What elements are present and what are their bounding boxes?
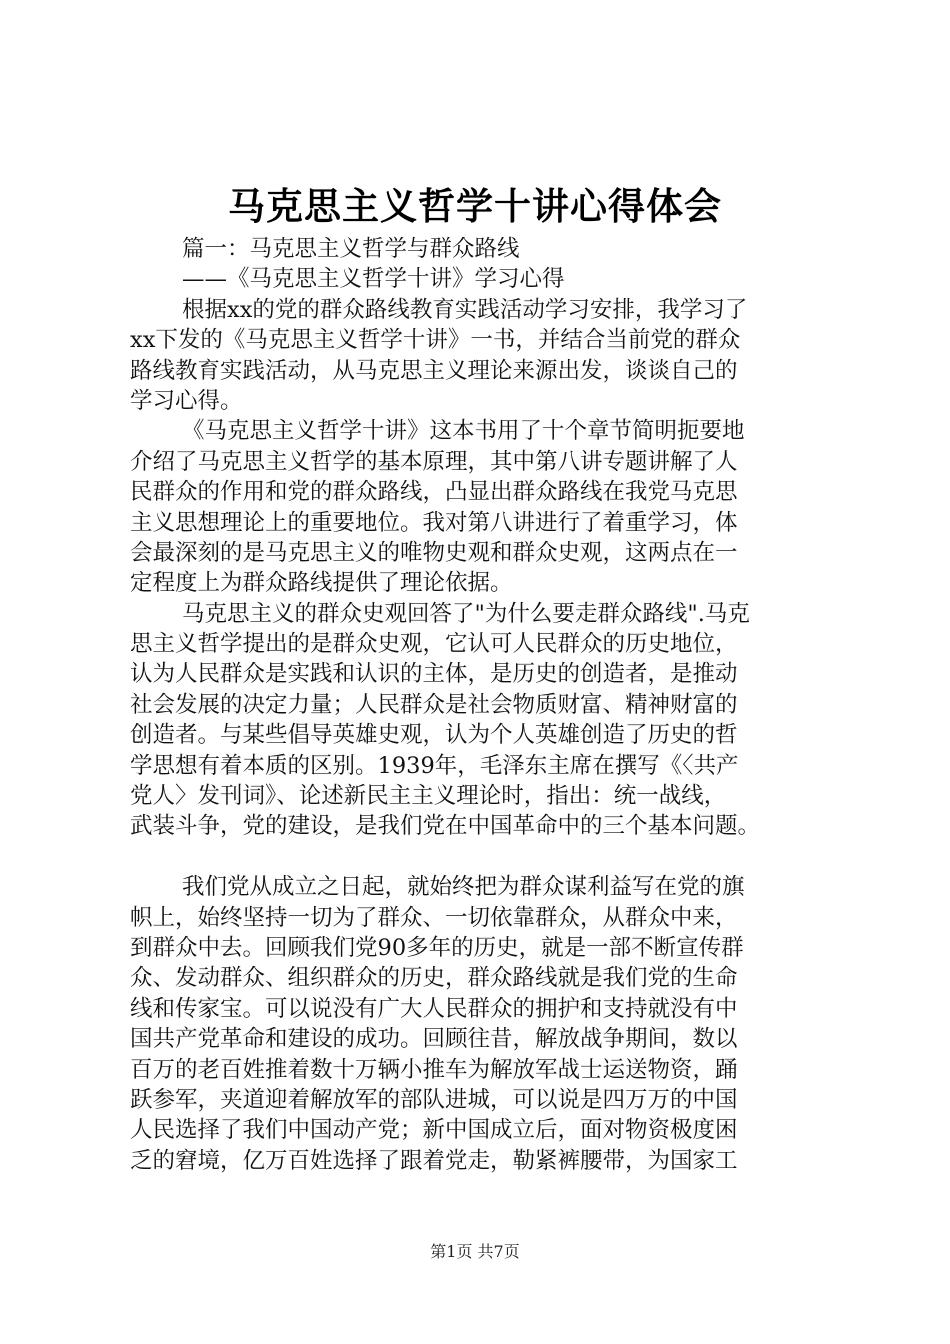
page-footer: 第1页 共7页 bbox=[430, 1242, 520, 1261]
text-line: 篇一：马克思主义哲学与群众路线 bbox=[182, 236, 520, 262]
text-line: 马克思主义的群众史观回答了"为什么要走群众路线".马克 bbox=[182, 600, 750, 627]
text-line: 定程度上为群众路线提供了理论依据。 bbox=[130, 570, 513, 597]
document-title: 马克思主义哲学十讲心得体会 bbox=[228, 185, 722, 228]
text-line: 主义思想理论上的重要地位。我对第八讲进行了着重学习，体 bbox=[130, 509, 738, 536]
text-line: 认为人民群众是实践和认识的主体，是历史的创造者，是推动 bbox=[130, 661, 738, 688]
document-body bbox=[130, 234, 830, 1176]
text-line: 路线教育实践活动，从马克思主义理论来源出发，谈谈自己的 bbox=[130, 357, 738, 384]
text-line: 学思想有着本质的区别。1939年，毛泽东主席在撰写《〈共产 bbox=[130, 752, 739, 779]
text-line: 思主义哲学提出的是群众史观，它认可人民群众的历史地位， bbox=[130, 631, 738, 658]
text-line: 乏的窘境，亿万百姓选择了跟着党走，勒紧裤腰带，为国家工 bbox=[130, 1147, 738, 1174]
text-line: 会最深刻的是马克思主义的唯物史观和群众史观，这两点在一 bbox=[130, 539, 738, 566]
text-line: 百万的老百姓推着数十万辆小推车为解放军战士运送物资，踊 bbox=[130, 1056, 738, 1083]
text-line: 学习心得。 bbox=[130, 387, 243, 414]
text-line: 党人〉发刊词》、论述新民主主义理论时，指出：统一战线， bbox=[130, 783, 727, 810]
text-line: 众、发动群众、组织群众的历史，群众路线就是我们党的生命 bbox=[130, 965, 738, 992]
text-line: 人民选择了我们中国动产党；新中国成立后，面对物资极度困 bbox=[130, 1117, 738, 1144]
text-line: 《马克思主义哲学十讲》这本书用了十个章节简明扼要地 bbox=[182, 418, 745, 445]
text-line: ——《马克思主义哲学十讲》学习心得 bbox=[182, 266, 565, 293]
text-line: 到群众中去。回顾我们党90多年的历史，就是一部不断宣传群 bbox=[130, 934, 744, 961]
text-line: 我们党从成立之日起，就始终把为群众谋利益写在党的旗 bbox=[182, 874, 745, 901]
text-line: 根据xx的党的群众路线教育实践活动学习安排，我学习了 bbox=[182, 296, 748, 323]
text-line: 民群众的作用和党的群众路线，凸显出群众路线在我党马克思 bbox=[130, 479, 738, 506]
text-line: 帜上，始终坚持一切为了群众、一切依靠群众，从群众中来， bbox=[130, 904, 738, 931]
text-line bbox=[130, 842, 830, 872]
text-line: 武装斗争，党的建设，是我们党在中国革命中的三个基本问题。 bbox=[130, 813, 761, 840]
text-line: xx下发的《马克思主义哲学十讲》一书，并结合当前党的群众 bbox=[130, 327, 741, 354]
text-line: 线和传家宝。可以说没有广大人民群众的拥护和支持就没有中 bbox=[130, 995, 738, 1022]
text-line: 社会发展的决定力量；人民群众是社会物质财富、精神财富的 bbox=[130, 691, 738, 718]
text-line: 国共产党革命和建设的成功。回顾往昔，解放战争期间，数以 bbox=[130, 1026, 738, 1053]
text-line: 介绍了马克思主义哲学的基本原理，其中第八讲专题讲解了人 bbox=[130, 448, 738, 475]
text-line: 跃参军，夹道迎着解放军的部队进城，可以说是四万万的中国 bbox=[130, 1086, 738, 1113]
text-line: 创造者。与某些倡导英雄史观，认为个人英雄创造了历史的哲 bbox=[130, 722, 738, 749]
